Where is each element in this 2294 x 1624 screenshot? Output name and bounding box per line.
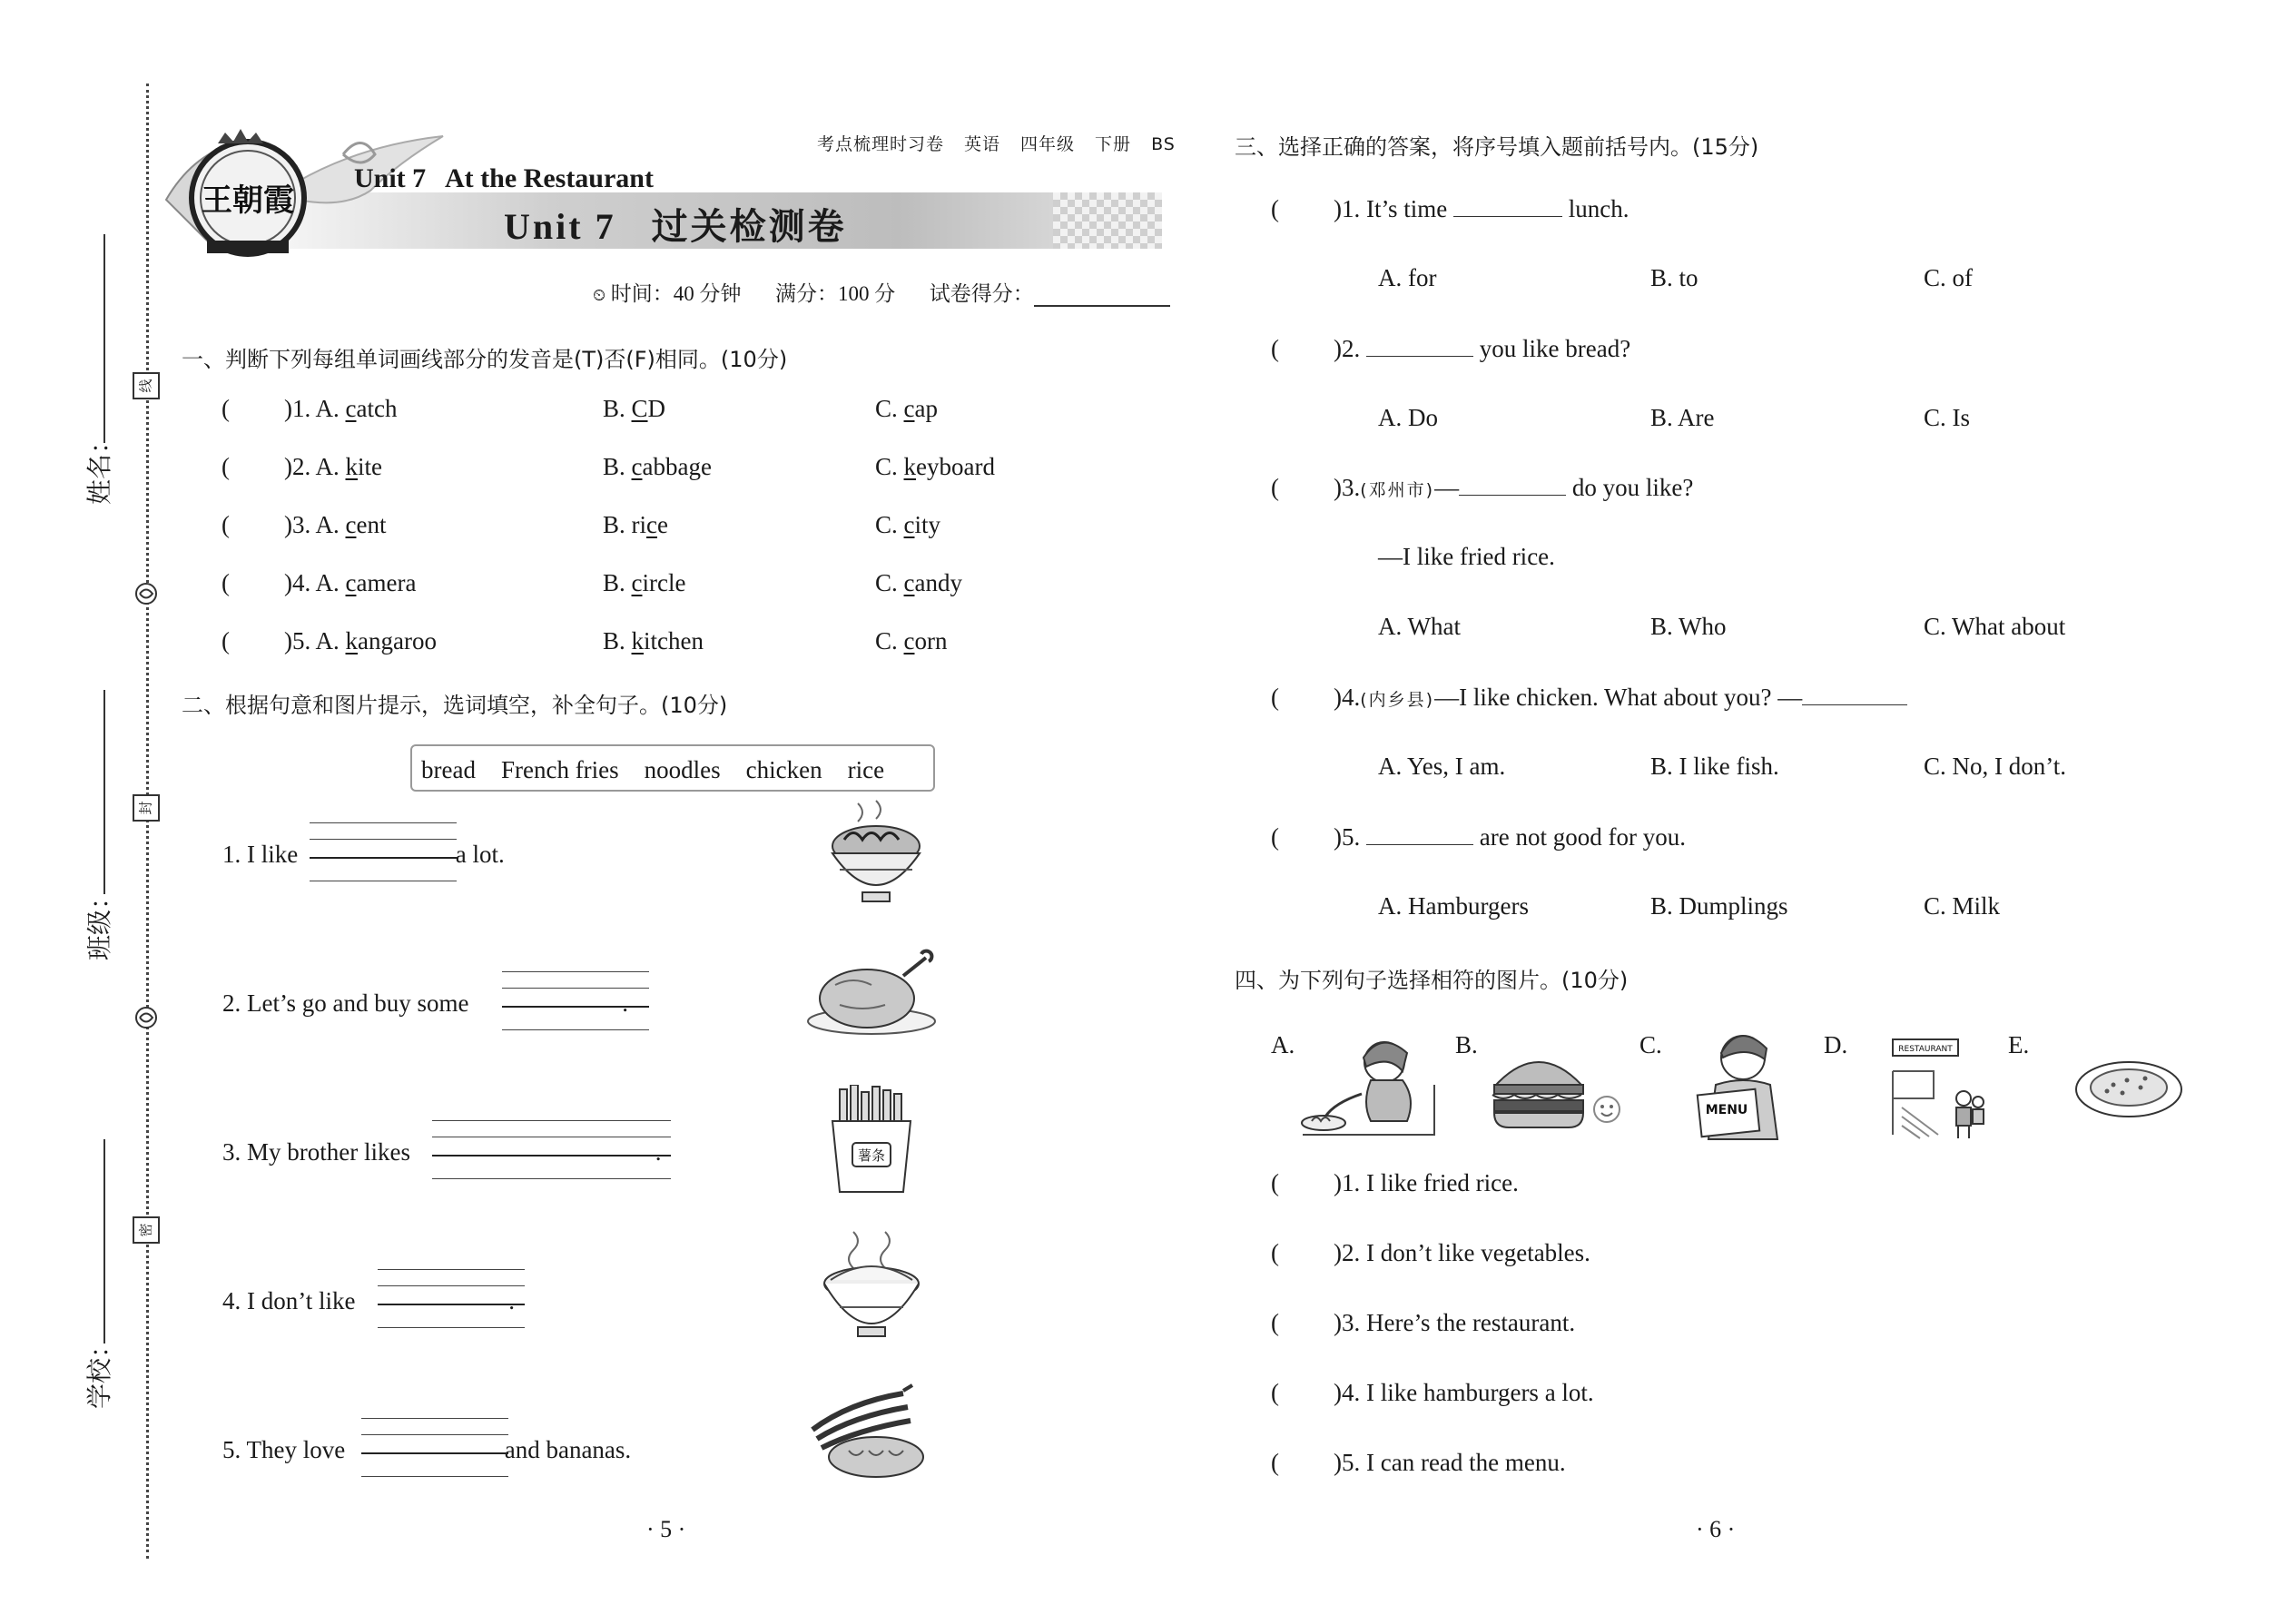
option-b[interactable]: B. I like fish.: [1650, 753, 1779, 780]
picture-letter-b: B.: [1455, 1031, 1478, 1058]
option-b[interactable]: B. Who: [1650, 613, 1727, 640]
section1-option-c: C. cap: [875, 395, 938, 422]
section3-question-4: ( )4.(内乡县)—I like chicken. What about you? —: [1271, 683, 1907, 712]
page-number-right: · 6 ·: [1696, 1516, 1736, 1542]
option-c[interactable]: C. No, I don’t.: [1924, 753, 2067, 780]
region-tag: (内乡县): [1360, 690, 1435, 710]
school-write-line: [103, 1139, 105, 1343]
section1-option-c: C. keyboard: [875, 453, 995, 480]
answer-blank[interactable]: [1453, 194, 1562, 217]
picture-letter-e: E.: [2008, 1031, 2030, 1058]
writing-line: [361, 1476, 508, 1477]
writing-line: [502, 971, 649, 972]
exam-time: 时间：40 分钟: [610, 282, 742, 305]
writing-line: [432, 1120, 671, 1121]
unit-subtitle: Unit 7 At the Restaurant: [354, 163, 654, 193]
word-bank-item: bread: [421, 756, 476, 783]
svg-text:王朝霞: 王朝霞: [202, 182, 294, 219]
meta-volume: 下册: [1095, 134, 1132, 154]
writing-line: [310, 822, 457, 823]
word-bank-item: noodles: [644, 756, 721, 783]
bread-bananas-icon: [803, 1380, 930, 1480]
option-b[interactable]: B. Dumplings: [1650, 892, 1788, 920]
answer-paren[interactable]: (: [222, 453, 230, 480]
score-label: 试卷得分：: [929, 282, 1034, 305]
svg-text:MENU: MENU: [1705, 1103, 1748, 1117]
section3-question-2: ( )2. you like bread?: [1271, 335, 1631, 362]
section4-sentence-5: ( )5. I can read the menu.: [1271, 1449, 1566, 1476]
word-bank-item: rice: [847, 756, 885, 783]
rice-bowl-icon: [812, 1227, 930, 1341]
section4-sentence-2: ( )2. I don’t like vegetables.: [1271, 1239, 1590, 1266]
section3-question-5: ( )5. are not good for you.: [1271, 823, 1686, 851]
score-field[interactable]: [1034, 281, 1170, 307]
hamburger-icon: [1489, 1044, 1625, 1135]
answer-paren[interactable]: (: [222, 627, 230, 655]
section2-item-4: 4. I don’t like .: [222, 1287, 515, 1314]
answer-blank[interactable]: [1366, 822, 1473, 845]
word-bank: [410, 744, 935, 792]
option-c[interactable]: C. Milk: [1924, 892, 2001, 920]
section4-heading: 四、为下列句子选择相符的图片。(10分): [1235, 968, 1629, 993]
section1-option-c: C. city: [875, 511, 941, 538]
answer-blank[interactable]: [1459, 473, 1566, 496]
section3-question-3-reply: —I like fried rice.: [1378, 543, 1555, 570]
section1-option-c: C. candy: [875, 569, 962, 596]
writing-line: [310, 839, 457, 840]
region-tag: (邓州市): [1360, 480, 1435, 500]
clock-icon: ⏲: [593, 286, 606, 304]
answer-paren[interactable]: (: [1271, 684, 1279, 711]
option-a[interactable]: A. for: [1378, 264, 1437, 291]
answer-blank[interactable]: [361, 1452, 508, 1454]
section2-item-5: 5. They love and bananas.: [222, 1436, 632, 1463]
exam-full-score: 满分：100 分: [775, 282, 896, 305]
section1-option-b: B. rice: [603, 511, 668, 538]
section4-sentence-4: ( )4. I like hamburgers a lot.: [1271, 1379, 1594, 1406]
name-write-line: [103, 234, 105, 443]
section1-item: ( )2. A. kite: [222, 453, 382, 480]
exam-meta: [593, 277, 1170, 307]
answer-blank[interactable]: [378, 1304, 525, 1305]
restaurant-building-icon: [1884, 1035, 1997, 1144]
answer-paren[interactable]: (: [222, 569, 230, 596]
answer-blank[interactable]: [1366, 334, 1473, 357]
writing-line: [361, 1418, 508, 1419]
answer-paren[interactable]: (: [1271, 1449, 1279, 1476]
word-bank-item: chicken: [745, 756, 822, 783]
binding-knot-icon: [134, 582, 158, 605]
option-c[interactable]: C. What about: [1924, 613, 2066, 640]
page-number-left: · 5 ·: [646, 1516, 686, 1542]
answer-paren[interactable]: (: [1271, 1309, 1279, 1336]
option-a[interactable]: A. Hamburgers: [1378, 892, 1529, 920]
section1-option-b: B. kitchen: [603, 627, 704, 655]
class-label: 班级：: [84, 883, 114, 960]
answer-paren[interactable]: (: [1271, 195, 1279, 222]
picture-letter-a: A.: [1271, 1031, 1295, 1058]
answer-blank[interactable]: [310, 857, 457, 859]
writing-line: [378, 1285, 525, 1286]
section4-sentence-1: ( )1. I like fried rice.: [1271, 1169, 1519, 1196]
option-b[interactable]: B. to: [1650, 264, 1698, 291]
word-bank-item: French fries: [500, 756, 619, 783]
noodles-bowl-icon: [812, 799, 940, 908]
page-title: Unit 7 过关检测卷: [504, 206, 847, 247]
option-b[interactable]: B. Are: [1650, 404, 1715, 431]
picture-letter-d: D.: [1824, 1031, 1848, 1058]
answer-blank[interactable]: [432, 1155, 671, 1156]
meta-grade: 四年级: [1020, 134, 1076, 154]
answer-paren[interactable]: (: [1271, 1239, 1279, 1266]
binding-mark-line: 线: [133, 372, 160, 399]
section1-option-b: B. circle: [603, 569, 686, 596]
answer-blank[interactable]: [1802, 683, 1907, 705]
binding-knot-icon: [134, 1006, 158, 1029]
section1-option-b: B. CD: [603, 395, 666, 422]
section3-question-1: ( )1. It’s time lunch.: [1271, 195, 1629, 222]
answer-paren[interactable]: (: [1271, 1169, 1279, 1196]
binding-mark-seal: 封: [133, 794, 160, 822]
roast-chicken-icon: [803, 949, 940, 1039]
meta-series: 考点梳理时习卷: [817, 134, 945, 154]
answer-paren[interactable]: (: [222, 511, 230, 538]
boy-reading-menu-icon: [1689, 1030, 1797, 1144]
section2-item-3: 3. My brother likes .: [222, 1138, 662, 1166]
svg-text:薯条: 薯条: [857, 1147, 886, 1164]
answer-paren[interactable]: (: [1271, 823, 1279, 851]
writing-line: [361, 1434, 508, 1435]
section1-option-b: B. cabbage: [603, 453, 712, 480]
answer-paren[interactable]: (: [1271, 474, 1279, 501]
writing-line: [378, 1269, 525, 1270]
title-banner-pattern: [1053, 192, 1162, 249]
meta-subject: 英语: [964, 134, 1001, 154]
answer-paren[interactable]: (: [1271, 335, 1279, 362]
section1-item: ( )4. A. camera: [222, 569, 417, 596]
section1-option-c: C. corn: [875, 627, 948, 655]
section1-item: ( )3. A. cent: [222, 511, 387, 538]
writing-line: [432, 1178, 671, 1179]
answer-blank[interactable]: [502, 1006, 649, 1008]
brand-logo-icon: [162, 127, 452, 286]
picture-letter-c: C.: [1639, 1031, 1662, 1058]
section2-item-1: 1. I like a lot.: [222, 841, 505, 868]
option-a[interactable]: A. What: [1378, 613, 1461, 640]
name-label: 姓名：: [84, 428, 114, 505]
option-a[interactable]: A. Yes, I am.: [1378, 753, 1506, 780]
class-write-line: [103, 690, 105, 894]
section1-heading: 一、判断下列每组单词画线部分的发音是(T)否(F)相同。(10分): [182, 347, 788, 372]
section2-heading: 二、根据句意和图片提示，选词填空，补全句子。(10分): [182, 693, 728, 718]
school-label: 学校：: [84, 1332, 114, 1409]
writing-line: [502, 1029, 649, 1030]
fried-rice-plate-icon: [2072, 1053, 2186, 1121]
section3-question-3: ( )3.(邓州市)— do you like?: [1271, 474, 1694, 501]
answer-paren[interactable]: (: [222, 395, 230, 422]
answer-paren[interactable]: (: [1271, 1379, 1279, 1406]
svg-text:RESTAURANT: RESTAURANT: [1898, 1045, 1953, 1054]
binding-mark-secret: 密: [133, 1216, 160, 1244]
girl-refusing-vegetables-icon: [1298, 1030, 1443, 1139]
option-c[interactable]: C. Is: [1924, 404, 1971, 431]
section1-item: ( )5. A. kangaroo: [222, 627, 437, 655]
section2-item-2: 2. Let’s go and buy some .: [222, 989, 628, 1017]
section4-sentence-3: ( )3. Here’s the restaurant.: [1271, 1309, 1576, 1336]
option-a[interactable]: A. Do: [1378, 404, 1438, 431]
section1-item: ( )1. A. catch: [222, 395, 398, 422]
french-fries-icon: [822, 1085, 921, 1194]
writing-line: [378, 1327, 525, 1328]
option-c[interactable]: C. of: [1924, 264, 1973, 291]
series-meta: [817, 131, 1196, 155]
writing-line: [502, 988, 649, 989]
meta-edition: BS: [1151, 134, 1176, 154]
section3-heading: 三、选择正确的答案，将序号填入题前括号内。(15分): [1235, 134, 1759, 160]
